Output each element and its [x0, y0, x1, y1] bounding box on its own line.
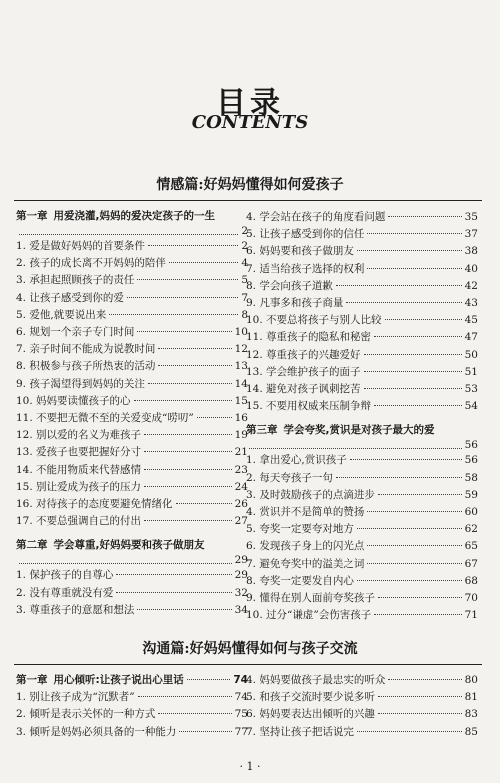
page-number: 81	[464, 691, 478, 704]
toc-column-right	[246, 209, 478, 624]
toc-entry[interactable]	[16, 393, 248, 410]
entry-title: 12. 别以爱的名义为难孩子	[16, 429, 142, 442]
leader-dots	[144, 520, 232, 521]
entry-title: 11. 不要把无微不至的关爱变成“唠叨”	[16, 412, 194, 425]
toc-entry[interactable]	[246, 261, 478, 278]
entry-title: 5. 让孩子感受到你的信任	[246, 228, 365, 241]
leader-dots	[336, 285, 462, 286]
toc-entry[interactable]	[246, 706, 478, 723]
leader-dots	[127, 297, 238, 298]
page-number: 21	[234, 446, 248, 459]
leader-dots	[137, 279, 238, 280]
leader-dots	[137, 331, 231, 332]
page-number: 56	[464, 439, 478, 452]
page-number: 35	[464, 211, 478, 223]
chapter-page-row	[16, 224, 248, 238]
leader-dots	[19, 550, 232, 564]
entry-title: 15. 别让爱成为孩子的压力	[16, 480, 142, 493]
page-number: 74	[234, 691, 248, 704]
page-number: 2	[241, 225, 248, 237]
toc-entry[interactable]	[16, 410, 248, 427]
toc-entry[interactable]	[246, 724, 478, 741]
chapter-page-row	[246, 438, 478, 452]
toc-entry[interactable]	[16, 479, 248, 496]
leader-dots	[249, 435, 462, 449]
leader-dots	[357, 250, 462, 251]
page-number: 80	[464, 674, 478, 686]
leader-dots	[138, 696, 232, 697]
leader-dots	[367, 268, 461, 269]
entry-title: 12. 尊重孩子的兴趣爱好	[246, 348, 361, 361]
leader-dots	[144, 434, 232, 435]
leader-dots	[144, 486, 232, 487]
page-number: 10	[234, 326, 248, 339]
page-number: 38	[464, 245, 478, 258]
entry-title: 6. 妈妈要表达出倾听的兴趣	[246, 708, 375, 721]
leader-dots	[374, 336, 462, 337]
toc-entry[interactable]	[16, 290, 248, 307]
section-divider	[14, 664, 482, 665]
page-number: 60	[464, 506, 478, 519]
leader-dots	[357, 731, 462, 732]
entry-title: 6. 规划一个亲子专门时间	[16, 326, 135, 339]
toc-entry[interactable]	[246, 329, 478, 346]
toc-entry[interactable]	[16, 462, 248, 479]
entry-title: 13. 学会维护孩子的面子	[246, 365, 361, 378]
entry-title: 5. 爱他,就要说出来	[16, 308, 107, 321]
toc-entry[interactable]	[16, 358, 248, 375]
entry-title: 7. 避免夸奖中的溢美之词	[246, 557, 365, 570]
entry-title: 11. 尊重孩子的隐私和秘密	[246, 331, 372, 344]
chapter-title: 学会夸奖,赏识是对孩子最大的爱	[283, 424, 435, 437]
chapter-title: 用爱浇灌,妈妈的爱决定孩子的一生	[53, 210, 215, 222]
page-number: 14	[234, 377, 248, 390]
toc-entry[interactable]	[246, 209, 478, 226]
part-heading-communication: 沟通篇:好妈妈懂得如何与孩子交流	[142, 641, 358, 657]
page-number: 37	[464, 228, 478, 241]
entry-title: 10. 过分“谦虚”会伤害孩子	[246, 609, 372, 622]
leader-dots	[364, 354, 462, 355]
leader-dots	[19, 221, 238, 235]
leader-dots	[158, 348, 231, 349]
page-number: 5	[241, 274, 248, 287]
leader-dots	[116, 592, 231, 593]
page-number: 23	[234, 463, 248, 476]
leader-dots	[148, 383, 232, 384]
leader-dots	[357, 528, 462, 529]
part-heading-emotion: 情感篇:好妈妈懂得如何爱孩子	[156, 177, 344, 193]
toc-entry[interactable]	[246, 398, 478, 415]
page-number: 26	[234, 498, 248, 511]
leader-dots	[374, 405, 462, 406]
toc-entry[interactable]	[246, 243, 478, 260]
page-number: 43	[464, 297, 478, 310]
entry-title: 16. 对待孩子的态度要避免情绪化	[16, 498, 173, 511]
entry-title: 8. 学会向孩子道歉	[246, 279, 333, 292]
toc-entry[interactable]	[246, 590, 478, 607]
toc-entry[interactable]	[246, 381, 478, 398]
leader-dots	[176, 503, 232, 504]
page-number: 2	[241, 240, 248, 252]
entry-title: 10. 妈妈要读懂孩子的心	[16, 394, 131, 407]
toc-entry[interactable]	[16, 585, 248, 602]
page-number: 29	[234, 554, 248, 567]
toc-entry[interactable]	[16, 496, 248, 513]
entry-title: 14. 不能用物质来代替感情	[16, 463, 142, 476]
toc-entry[interactable]	[246, 295, 478, 312]
entry-title: 13. 爱孩子也要把握好分寸	[16, 446, 142, 459]
toc-column-right	[246, 672, 478, 741]
toc-entry[interactable]	[246, 364, 478, 381]
entry-title: 10. 不要总将孩子与别人比较	[246, 314, 382, 327]
leader-dots	[367, 545, 461, 546]
entry-title: 1. 拿出爱心,赏识孩子	[246, 454, 347, 467]
page-number: 15	[234, 394, 248, 407]
leader-dots	[134, 400, 232, 401]
page-number: 65	[464, 540, 478, 553]
entry-title: 2. 没有尊重就没有爱	[16, 586, 114, 599]
entry-title: 6. 发现孩子身上的闪光点	[246, 540, 365, 553]
toc-entry[interactable]	[246, 556, 478, 573]
leader-dots	[364, 388, 462, 389]
entry-title: 3. 承担起照顾孩子的责任	[16, 274, 135, 287]
leader-dots	[197, 417, 232, 418]
chapter-page-row	[16, 553, 248, 567]
leader-dots	[388, 679, 461, 680]
chapter-number: 第三章	[246, 424, 278, 437]
entry-title: 1. 爱是做好妈妈的首要条件	[16, 240, 145, 252]
toc-entry[interactable]	[246, 689, 478, 706]
entry-title: 4. 妈妈要做孩子最忠实的听众	[246, 674, 386, 686]
chapter-number: 第二章	[16, 539, 48, 552]
page-number: 54	[464, 400, 478, 413]
toc-entry[interactable]	[16, 341, 248, 358]
toc-entry[interactable]	[16, 376, 248, 393]
leader-dots	[367, 233, 461, 234]
page-number: 16	[234, 412, 248, 425]
entry-title: 17. 不要总强调自己的付出	[16, 515, 142, 528]
toc-entry[interactable]	[246, 672, 478, 689]
toc-entry[interactable]	[16, 567, 248, 584]
page-number: · 1 ·	[239, 760, 261, 773]
entry-title: 1. 保护孩子的自尊心	[16, 569, 114, 582]
toc-entry[interactable]	[16, 324, 248, 341]
toc-entry[interactable]	[246, 538, 478, 555]
toc-entry[interactable]	[246, 470, 478, 487]
page-number: 74	[233, 674, 248, 686]
leader-dots	[374, 614, 461, 615]
page-number: 29	[234, 569, 248, 582]
page-number: 51	[464, 365, 478, 378]
page-number: 13	[234, 360, 248, 373]
toc-entry[interactable]	[16, 307, 248, 324]
leader-dots	[144, 451, 232, 452]
page-number: 24	[234, 480, 248, 493]
spacer	[246, 415, 478, 423]
page-subtitle: CONTENTS	[191, 112, 309, 133]
page-number: 7	[241, 291, 248, 304]
leader-dots	[169, 262, 238, 263]
spacer	[16, 530, 248, 538]
page-number: 47	[464, 331, 478, 344]
leader-dots	[158, 365, 231, 366]
entry-title: 9. 懂得在别人面前夸奖孩子	[246, 592, 375, 605]
chapter-title: 学会尊重,好妈妈要和孩子做朋友	[53, 539, 205, 552]
leader-dots	[346, 302, 461, 303]
entry-title: 14. 避免对孩子讽刺挖苦	[246, 383, 361, 396]
leader-dots	[367, 511, 461, 512]
leader-dots	[378, 696, 462, 697]
toc-entry[interactable]	[246, 487, 478, 504]
page-number: 62	[464, 523, 478, 536]
leader-dots	[148, 245, 238, 246]
leader-dots	[378, 713, 462, 714]
page-number: 27	[234, 515, 248, 528]
toc-entry[interactable]	[16, 272, 248, 289]
leader-dots	[158, 713, 231, 714]
leader-dots	[144, 469, 232, 470]
entry-title: 2. 每天夸孩子一句	[246, 471, 333, 484]
leader-dots	[378, 597, 462, 598]
page-number: 85	[464, 725, 478, 738]
entry-title: 9. 孩子渴望得到妈妈的关注	[16, 377, 145, 390]
page-number: 50	[464, 348, 478, 361]
entry-title: 8. 积极参与孩子所热衷的活动	[16, 360, 156, 373]
toc-column-left	[16, 672, 248, 741]
page-number: 19	[234, 429, 248, 442]
toc-entry[interactable]	[246, 504, 478, 521]
entry-title: 5. 和孩子交流时要少说多听	[246, 691, 375, 704]
leader-dots	[179, 731, 231, 732]
toc-column-left	[16, 209, 248, 619]
chapter-heading[interactable]	[16, 672, 248, 689]
toc-entry[interactable]	[246, 521, 478, 538]
entry-title: 3. 及时鼓励孩子的点滴进步	[246, 488, 375, 501]
toc-entry[interactable]	[16, 513, 248, 530]
page-number: 42	[464, 279, 478, 292]
entry-title: 2. 孩子的成长离不开妈妈的陪伴	[16, 257, 166, 270]
leader-dots	[378, 494, 462, 495]
page-number: 8	[241, 308, 248, 321]
page-number: 77	[234, 725, 248, 738]
entry-title: 5. 夸奖一定要夸对地方	[246, 523, 354, 536]
toc-entry[interactable]	[16, 427, 248, 444]
leader-dots	[336, 477, 462, 478]
toc-entry[interactable]	[16, 602, 248, 619]
toc-entry[interactable]	[246, 573, 478, 590]
leader-dots	[109, 314, 238, 315]
page-title: 目录	[216, 86, 284, 121]
page-number: 53	[464, 383, 478, 396]
toc-entry[interactable]	[16, 444, 248, 461]
toc-entry[interactable]	[16, 238, 248, 255]
toc-entry[interactable]	[16, 689, 248, 706]
entry-title: 7. 亲子时间不能成为说教时间	[16, 343, 156, 356]
toc-entry[interactable]	[246, 347, 478, 364]
entry-title: 4. 让孩子感受到你的爱	[16, 291, 124, 304]
chapter-number: 第一章	[16, 674, 48, 686]
leader-dots	[367, 563, 461, 564]
entry-title: 1. 别让孩子成为“沉默者”	[16, 691, 135, 704]
leader-dots	[364, 371, 462, 372]
entry-title: 2. 倾听是表示关怀的一种方式	[16, 708, 156, 721]
page-number: 40	[464, 262, 478, 275]
leader-dots	[357, 580, 462, 581]
toc-entry[interactable]	[16, 255, 248, 272]
entry-title: 7. 坚持让孩子把话说完	[246, 725, 354, 738]
leader-dots	[350, 459, 462, 460]
page-number: 75	[234, 708, 248, 721]
leader-dots	[388, 216, 461, 217]
toc-entry[interactable]	[246, 226, 478, 243]
page-number: 70	[464, 592, 478, 605]
entry-title: 6. 妈妈要和孩子做朋友	[246, 245, 354, 258]
page-number: 59	[464, 488, 478, 501]
page-number: 58	[464, 471, 478, 484]
toc-entry[interactable]	[246, 312, 478, 329]
page-number: 34	[234, 603, 248, 616]
entry-title: 4. 赏识并不是简单的赞扬	[246, 506, 365, 519]
entry-title: 3. 尊重孩子的意愿和想法	[16, 603, 135, 616]
chapter-title: 用心倾听:让孩子说出心里话	[53, 674, 184, 686]
entry-title: 7. 适当给孩子选择的权利	[246, 262, 365, 275]
entry-title: 15. 不要用权威来压制争辩	[246, 400, 372, 413]
page-number: 68	[464, 574, 478, 587]
entry-title: 9. 凡事多和孩子商量	[246, 297, 344, 310]
page-number: 45	[464, 314, 478, 327]
toc-entry[interactable]	[246, 278, 478, 295]
page-number: 32	[234, 586, 248, 599]
leader-dots	[187, 679, 231, 680]
chapter-number: 第一章	[16, 210, 48, 222]
entry-title: 4. 学会站在孩子的角度看问题	[246, 211, 386, 223]
page-number: 56	[464, 454, 478, 467]
section-divider	[14, 200, 482, 201]
toc-entry[interactable]	[246, 607, 478, 624]
page-number: 4	[241, 257, 248, 270]
page-number: 71	[464, 609, 478, 622]
page-number: 83	[464, 708, 478, 721]
toc-entry[interactable]	[16, 706, 248, 723]
page-number: 67	[464, 557, 478, 570]
entry-title: 8. 夸奖一定要发自内心	[246, 574, 354, 587]
leader-dots	[137, 609, 231, 610]
toc-entry[interactable]	[16, 724, 248, 741]
entry-title: 3. 倾听是妈妈必须具备的一种能力	[16, 725, 177, 738]
leader-dots	[385, 319, 462, 320]
toc-entry[interactable]	[246, 452, 478, 469]
page-number: 12	[234, 343, 248, 356]
leader-dots	[116, 574, 231, 575]
